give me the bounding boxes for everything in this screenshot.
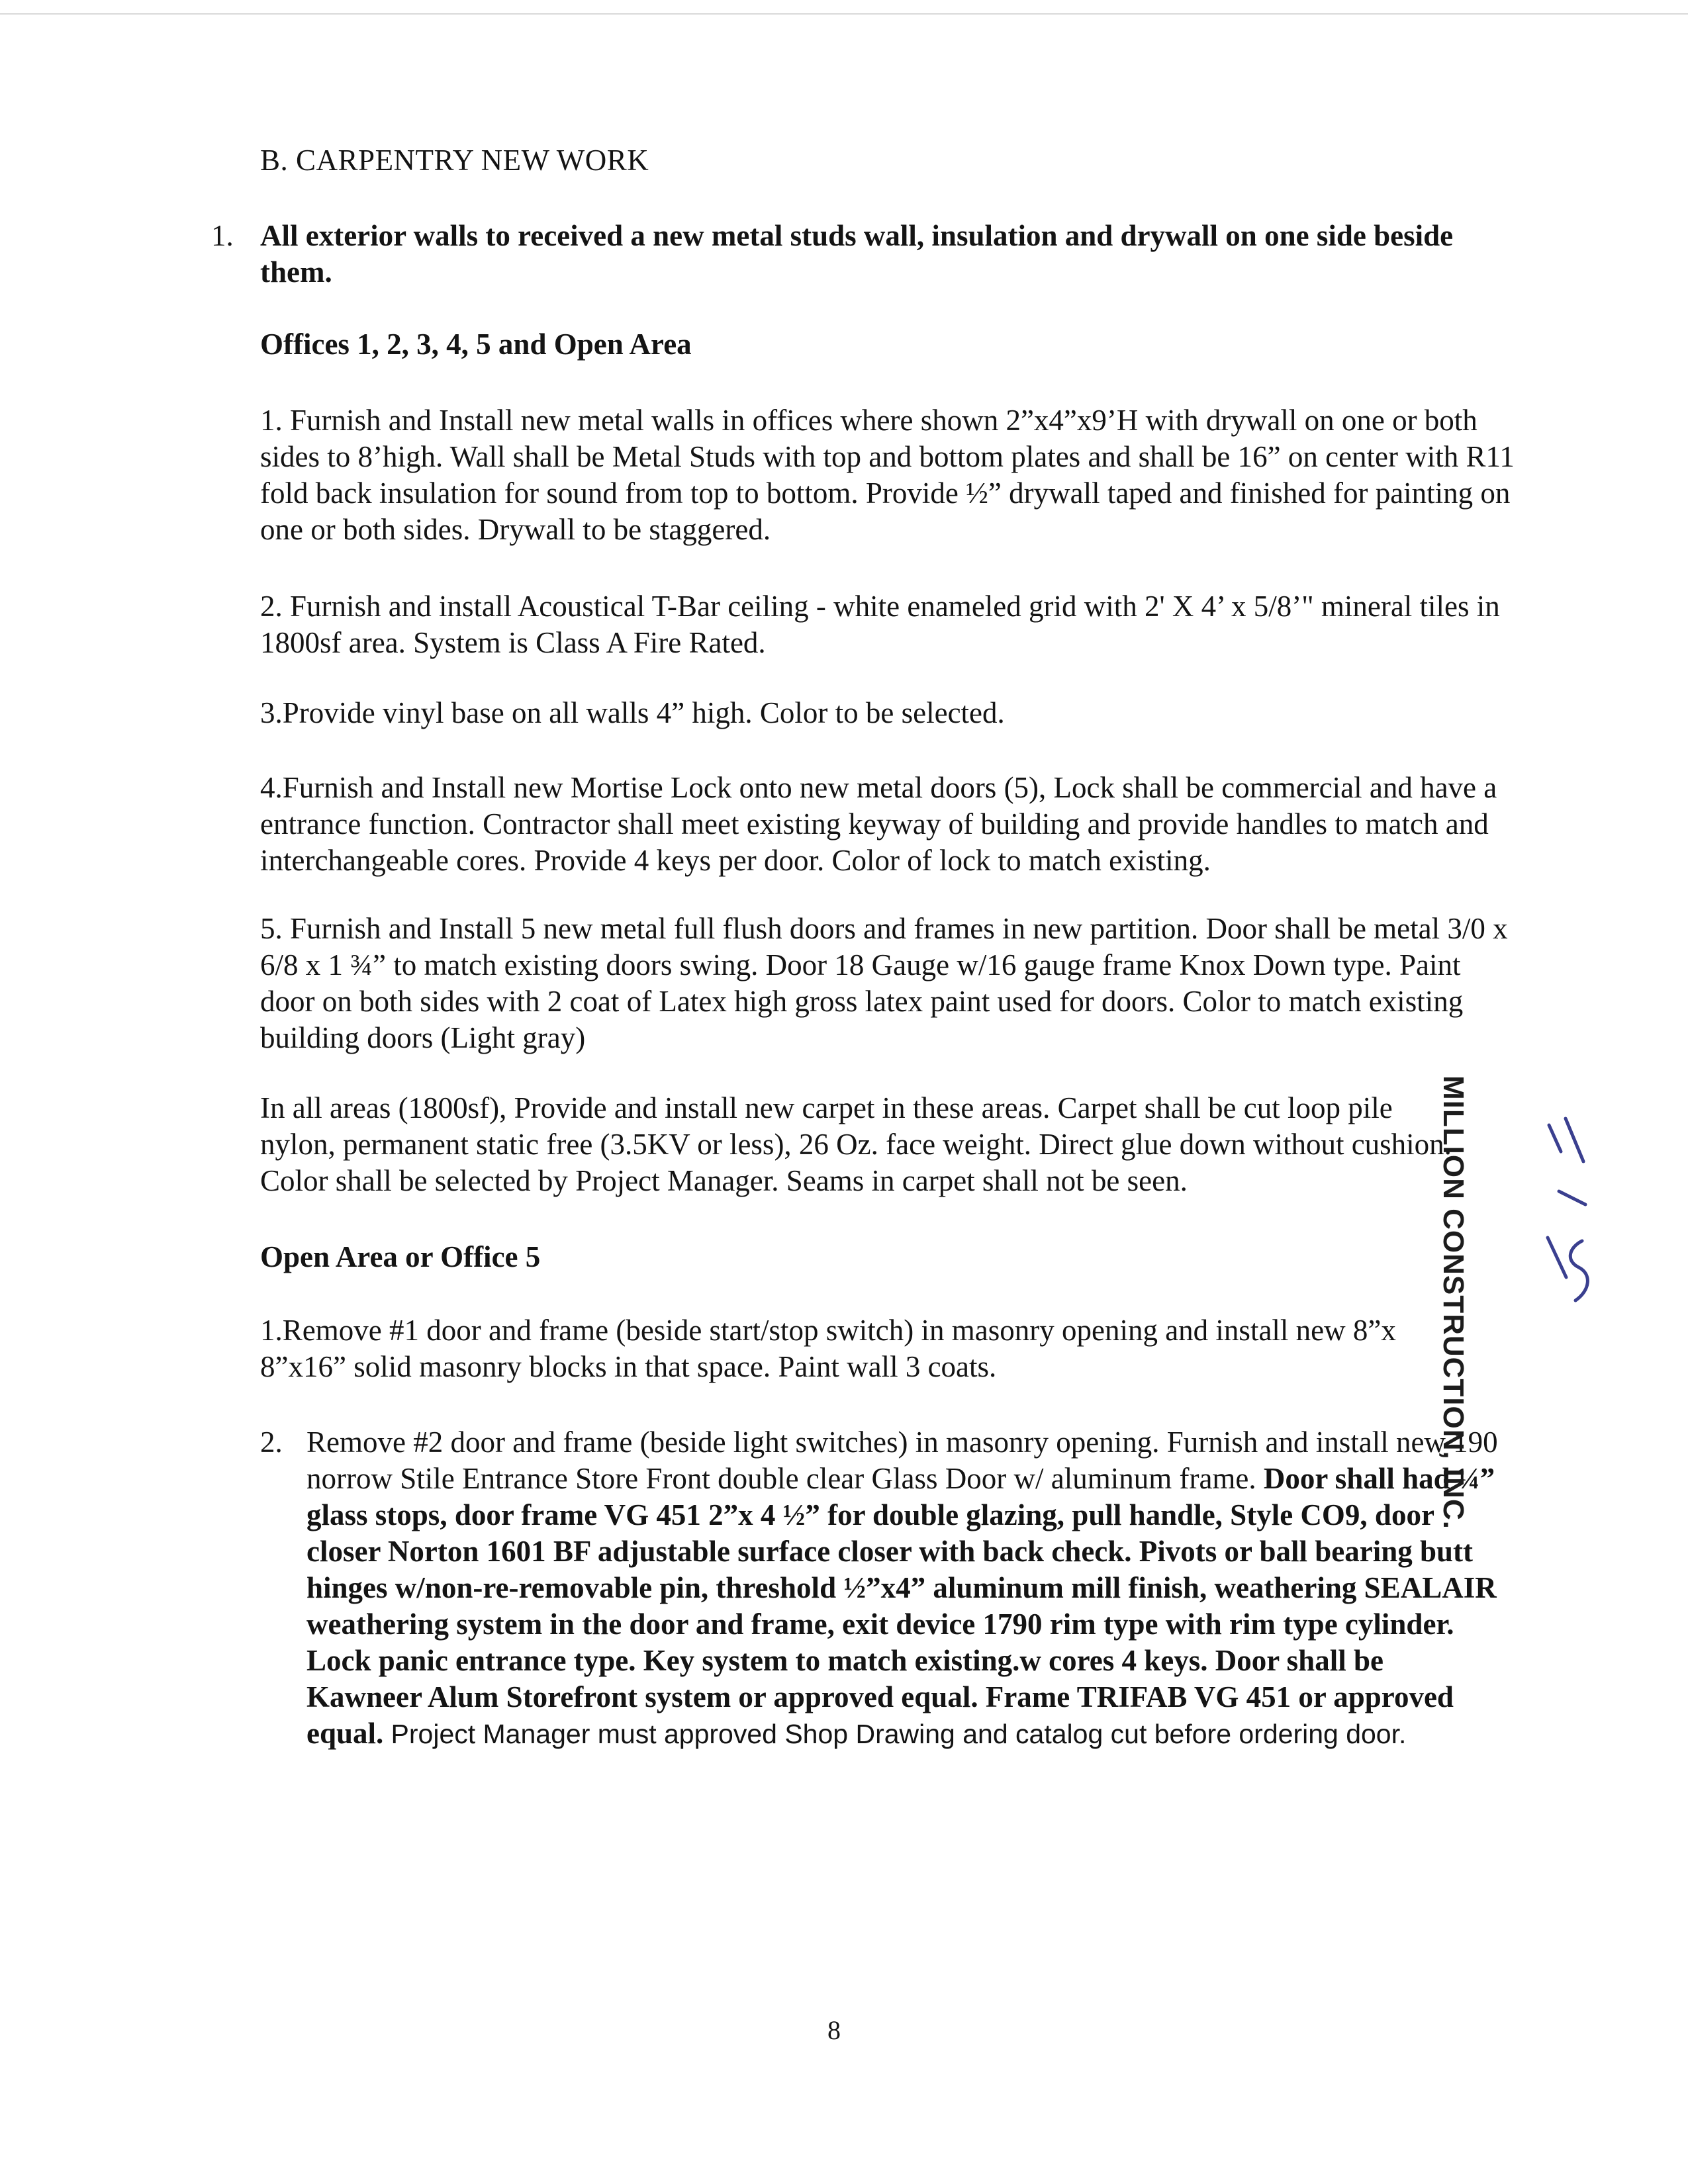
item-1-text: All exterior walls to received a new metal studs wall, insulation and drywall on one side beside them.: [260, 219, 1454, 289]
paragraph-remove-door-1: 1.Remove #1 door and frame (beside start/stop switch) in masonry opening and install new 8”x 8”x16” solid masonry blocks in that space. Paint wall 3 coats.: [260, 1314, 1396, 1383]
paragraph-carpet: In all areas (1800sf), Provide and install new carpet in these areas. Carpet shall be cut loop pile nylon, permanent static free (3.5KV or less), 26 Oz. face weight. Direct glue down without cushion. Color shall be selected by Project Manager. Seams in carpet shall not be seen.: [260, 1091, 1452, 1197]
page-number: 8: [827, 2015, 841, 2045]
company-stamp-text: MILLION CONSTRUCTION, INC.: [1437, 1075, 1470, 1529]
paragraph-mortise-lock: 4.Furnish and Install new Mortise Lock onto new metal doors (5), Lock shall be commercial and have a entrance function. Contractor shall meet existing keyway of building and provide handles to match and interchangeable cores. Provide 4 keys per door. Color of lock to match existing.: [260, 771, 1497, 877]
paragraph-doors-frames: 5. Furnish and Install 5 new metal full flush doors and frames in new partition. Door shall be metal 3/0 x 6/8 x 1 ¾” to match existing doors swing. Door 18 Gauge w/16 gauge frame Knox Down type. Paint door on both sides with 2 coat of Latex high gross latex paint used for doors. Color to match existing building doors (Light gray): [260, 912, 1508, 1054]
door-2-bold-spec: Door shall had ¼” glass stops, door frame VG 451 2”x 4 ½” for double glazing, pull handle, Style CO9, door closer Norton 1601 BF adjustable surface closer with back check. Pivots or ball bearing butt hinges w/non-re-removable pin, threshold ½”x4” aluminum mill finish, weathering SEALAIR weathering system in the door and frame, exit device 1790 rim type with rim type cylinder. Lock panic entrance type. Key system to match existing.w cores 4 keys. Door shall be Kawneer Alum Storefront system or approved equal. Frame TRIFAB VG 451 or approved equal.: [306, 1462, 1497, 1750]
paragraph-remove-door-2: [260, 1424, 1498, 1752]
heading-open-area: Open Area or Office 5: [260, 1240, 541, 1273]
handwritten-initials: [1529, 1112, 1602, 1324]
item-2-number: 2.: [260, 1426, 283, 1459]
item-1-number: 1.: [211, 219, 234, 252]
door-2-plain-text: Remove #2 door and frame (beside light switches) in masonry opening. Furnish and install new 190 norrow Stile Entrance Store Front double clear Glass Door w/ aluminum frame.: [306, 1426, 1498, 1495]
paragraph-vinyl-base: 3.Provide vinyl base on all walls 4” high. Color to be selected.: [260, 696, 1005, 729]
paragraph-ceiling: 2. Furnish and install Acoustical T-Bar ceiling - white enameled grid with 2' X 4’ x 5/8’" mineral tiles in 1800sf area. System is Class A Fire Rated.: [260, 590, 1500, 659]
door-2-approval-note: Project Manager must approved Shop Drawing and catalog cut before ordering door.: [391, 1719, 1407, 1749]
item-1: [211, 218, 1518, 291]
section-title: B. CARPENTRY NEW WORK: [260, 144, 649, 177]
heading-offices: Offices 1, 2, 3, 4, 5 and Open Area: [260, 328, 692, 361]
paragraph-metal-walls: 1. Furnish and Install new metal walls in offices where shown 2”x4”x9’H with drywall on one or both sides to 8’high. Wall shall be Metal Studs with top and bottom plates and shall be 16” on center with R11 fold back insulation for sound from top to bottom. Provide ½” drywall taped and finished for painting on one or both sides. Drywall to be staggered.: [260, 404, 1515, 546]
